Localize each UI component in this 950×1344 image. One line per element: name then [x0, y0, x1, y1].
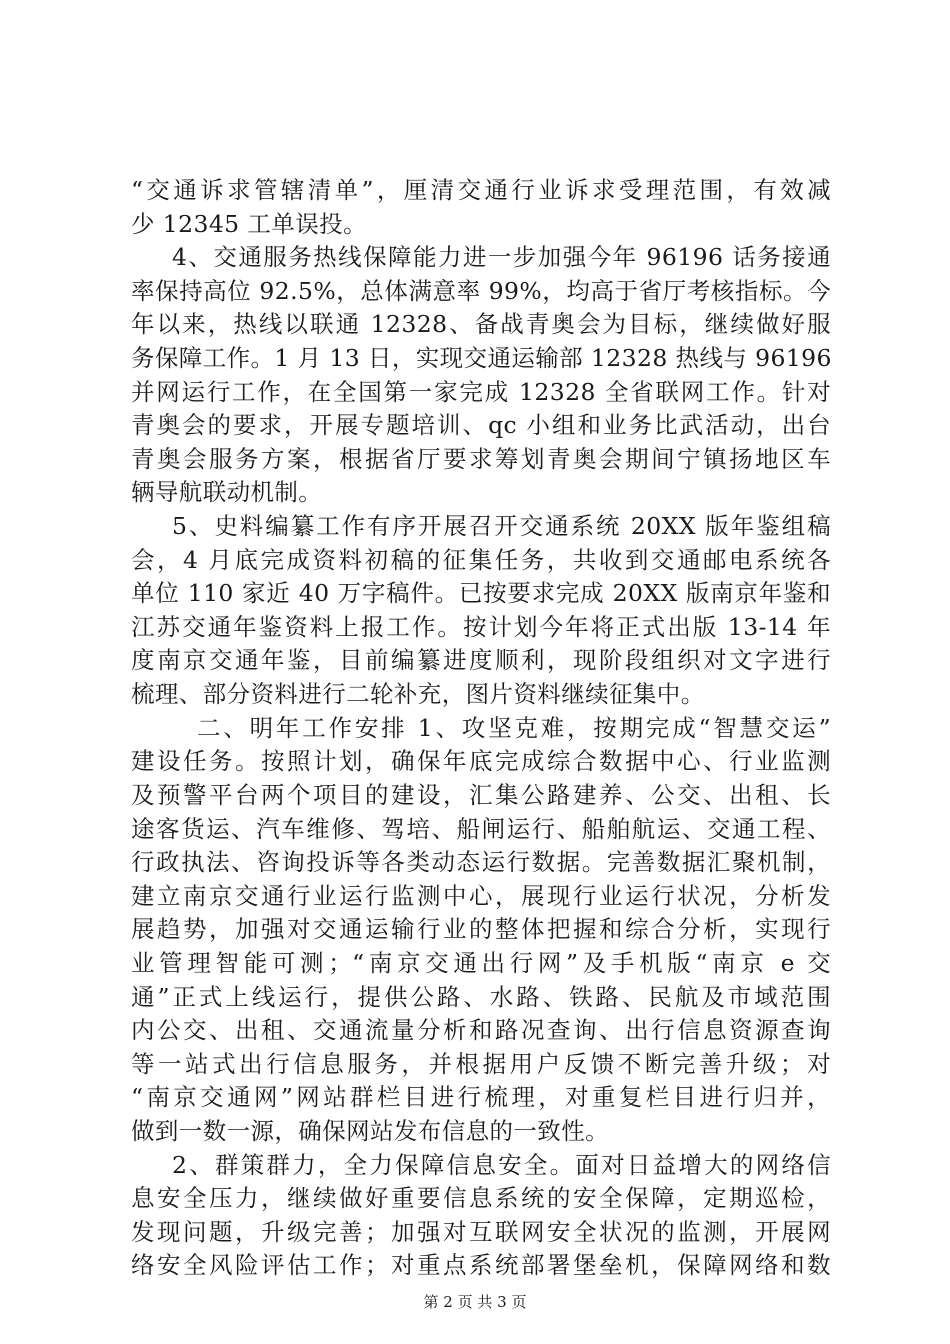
paragraph-line: 建设任务。按照计划，确保年底完成综合数据中心、行业监测: [131, 747, 831, 776]
paragraph-line: 2、群策群力，全力保障信息安全。面对日益增大的网络信: [172, 1150, 831, 1179]
paragraph-line: 通”正式上线运行，提供公路、水路、铁路、民航及市域范围: [131, 982, 831, 1011]
paragraph-line: 梳理、部分资料进行二轮补充，图片资料继续征集中。: [131, 680, 705, 709]
paragraph-line: 率保持高位 92.5%，总体满意率 99%，均高于省厅考核指标。今: [131, 276, 831, 305]
paragraph-line: 并网运行工作，在全国第一家完成 12328 全省联网工作。针对: [131, 377, 831, 406]
paragraph-line: 等一站式出行信息服务，并根据用户反馈不断完善升级；对: [131, 1049, 831, 1078]
paragraph-line: 度南京交通年鉴，目前编纂进度顺利，现阶段组织对文字进行: [131, 646, 831, 675]
paragraph-line: “交通诉求管辖清单”，厘清交通行业诉求受理范围，有效减: [131, 176, 831, 204]
paragraph-line: “南京交通网”网站群栏目进行梳理，对重复栏目进行归并，: [131, 1083, 831, 1112]
paragraph-line: 做到一数一源，确保网站发布信息的一致性。: [131, 1116, 609, 1145]
paragraph-line: 展趋势，加强对交通运输行业的整体把握和综合分析，实现行: [131, 915, 831, 944]
paragraph-line: 青奥会服务方案，根据省厅要求筹划青奥会期间宁镇扬地区车: [131, 444, 831, 473]
paragraph-line: 5、史料编纂工作有序开展召开交通系统 20XX 版年鉴组稿: [172, 512, 831, 541]
page-footer: 第 2 页 共 3 页: [423, 1293, 527, 1311]
section-heading-line: 二、明年工作安排 1、攻坚克难，按期完成“智慧交运”: [197, 713, 831, 742]
paragraph-line: 络安全风险评估工作；对重点系统部署堡垒机，保障网络和数: [131, 1251, 831, 1280]
paragraph-line: 业管理智能可测；“南京交通出行网”及手机版“南京 e 交: [131, 948, 831, 977]
paragraph-line: 发现问题，升级完善；加强对互联网安全状况的监测，开展网: [131, 1217, 831, 1246]
paragraph-line: 途客货运、汽车维修、驾培、船闸运行、船舶航运、交通工程、: [131, 814, 831, 843]
paragraph-line: 少 12345 工单误投。: [131, 209, 367, 238]
paragraph-line: 及预警平台两个项目的建设，汇集公路建养、公交、出租、长: [131, 780, 831, 809]
paragraph-line: 行政执法、咨询投诉等各类动态运行数据。完善数据汇聚机制，: [131, 848, 831, 877]
paragraph-line: 会，4 月底完成资料初稿的征集任务，共收到交通邮电系统各: [131, 545, 831, 574]
paragraph-line: 息安全压力，继续做好重要信息系统的安全保障，定期巡检，: [131, 1184, 831, 1213]
paragraph-line: 江苏交通年鉴资料上报工作。按计划今年将正式出版 13-14 年: [131, 612, 831, 641]
paragraph-line: 务保障工作。1 月 13 日，实现交通运输部 12328 热线与 96196: [131, 344, 832, 373]
paragraph-line: 辆导航联动机制。: [131, 478, 323, 507]
paragraph-line: 4、交通服务热线保障能力进一步加强今年 96196 话务接通: [172, 243, 831, 272]
paragraph-line: 建立南京交通行业运行监测中心，展现行业运行状况，分析发: [131, 881, 831, 910]
paragraph-line: 青奥会的要求，开展专题培训、qc 小组和业务比武活动，出台: [131, 411, 831, 440]
paragraph-line: 年以来，热线以联通 12328、备战青奥会为目标，继续做好服: [131, 310, 831, 339]
paragraph-line: 单位 110 家近 40 万字稿件。已按要求完成 20XX 版南京年鉴和: [131, 579, 831, 608]
paragraph-line: 内公交、出租、交通流量分析和路况查询、出行信息资源查询: [131, 1016, 831, 1045]
